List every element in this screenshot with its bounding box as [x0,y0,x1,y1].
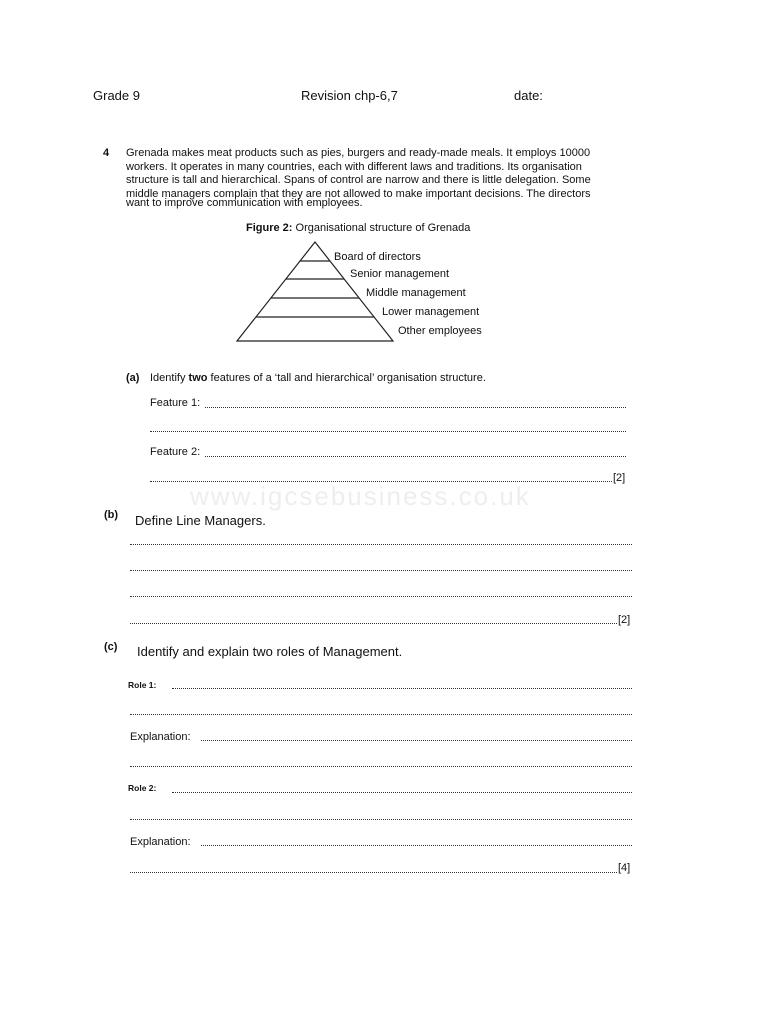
part-a-label: (a) [126,372,140,384]
stem-line-5: want to improve communication with employees. [126,197,363,209]
date-label: date: [514,88,543,103]
explanation-1-answer-line-2[interactable] [130,766,632,767]
part-b-question: Define Line Managers. [135,513,266,528]
explanation-2-answer-line[interactable] [201,845,632,846]
watermark: www.igcsebusiness.co.uk [190,481,531,511]
grade-label: Grade 9 [93,88,140,103]
part-c-question: Identify and explain two roles of Management. [137,644,403,659]
pyramid-level-senior: Senior management [350,268,450,280]
stem-line-4: middle managers complain that they are not allowed to make important decisions. The directors [126,187,591,200]
part-a-marks: [2] [613,472,626,484]
figure-caption [246,222,470,234]
feature-2-label: Feature 2: [150,446,201,458]
figure-caption-text: Organisational structure of Grenada [292,222,471,234]
pyramid-level-other: Other employees [398,325,482,337]
role-1-answer-line-2[interactable] [130,714,632,715]
role-2-answer-line-2[interactable] [130,819,632,820]
pyramid-level-board: Board of directors [334,251,421,263]
question-number: 4 [103,147,110,159]
explanation-2-label: Explanation: [130,836,191,848]
part-b-answer-line-4[interactable] [130,623,617,624]
worksheet-title: Revision chp-6,7 [301,88,398,103]
explanation-2-answer-line-2[interactable] [130,872,617,873]
feature-1-label: Feature 1: [150,397,201,409]
feature-1-answer-line[interactable] [205,407,626,408]
part-b-marks: [2] [618,614,631,626]
pyramid-level-middle: Middle management [366,287,466,299]
part-b-label: (b) [104,509,119,521]
stem-line-1: Grenada makes meat products such as pies, burgers and ready-made meals. It employs 10000 [126,147,591,159]
feature-1-answer-line-2[interactable] [150,431,626,432]
part-b-answer-line-1[interactable] [130,544,632,545]
stem-line-2: workers. It operates in many countries, each with different laws and traditions. Its organisation [126,160,582,173]
part-b-answer-line-2[interactable] [130,570,632,571]
role-1-label: Role 1: [128,680,157,690]
explanation-1-answer-line[interactable] [201,740,632,741]
feature-2-answer-line[interactable] [205,456,626,457]
role-2-answer-line[interactable] [172,792,632,793]
explanation-1-label: Explanation: [130,731,191,743]
role-1-answer-line[interactable] [172,688,632,689]
role-2-label: Role 2: [128,783,157,793]
part-c-marks: [4] [618,862,631,874]
part-a-text-post: features of a ‘tall and hierarchical’ organisation structure. [207,372,486,384]
part-b-answer-line-3[interactable] [130,596,632,597]
part-a-text-bold: two [188,372,208,384]
stem-line-3: structure is tall and hierarchical. Spans of control are narrow and there is little delegation. Some [126,174,591,186]
part-a-question [150,372,486,384]
figure-caption-label: Figure 2: [246,222,293,234]
part-a-text-pre: Identify [150,372,189,384]
part-c-label: (c) [104,641,118,653]
pyramid-level-lower: Lower management [382,306,480,318]
